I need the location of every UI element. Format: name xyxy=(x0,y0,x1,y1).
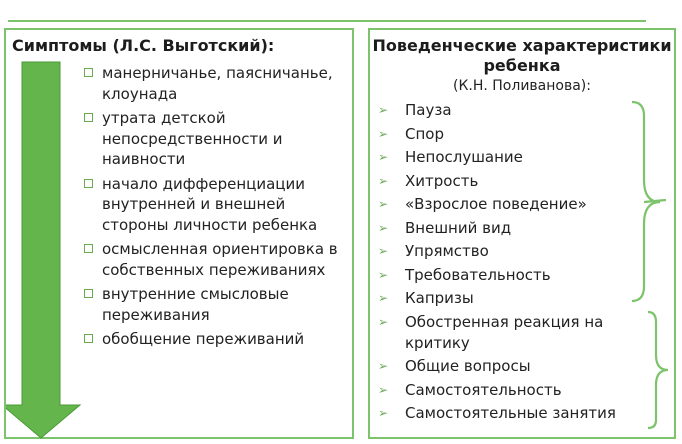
square-bullet-icon xyxy=(84,334,93,343)
behavior-text: Общие вопросы xyxy=(405,357,531,375)
symptom-item xyxy=(82,108,350,170)
square-bullet-icon xyxy=(84,244,93,253)
symptom-item xyxy=(82,63,350,104)
chevron-right-icon: ➢ xyxy=(378,126,389,141)
behavior-text: Спор xyxy=(405,124,444,143)
square-bullet-icon xyxy=(84,289,93,298)
chevron-right-icon: ➢ xyxy=(378,406,389,420)
behavior-text: Обостренная реакция на критику xyxy=(405,312,604,352)
brace-group xyxy=(370,30,674,437)
behavior-panel xyxy=(368,28,676,439)
symptom-item xyxy=(82,239,350,280)
brace-tick xyxy=(644,200,666,202)
behavior-text: Упрямство xyxy=(405,242,489,260)
chevron-right-icon: ➢ xyxy=(378,197,389,211)
square-bullet-icon xyxy=(84,68,93,77)
behavior-title: Поведенческие характеристики ребенка xyxy=(372,36,672,75)
chevron-right-icon: ➢ xyxy=(378,267,389,282)
symptom-item xyxy=(82,174,350,236)
symptoms-panel xyxy=(4,28,354,439)
chevron-right-icon: ➢ xyxy=(378,244,389,258)
symptom-text: манерничанье, паясничанье, клоунада xyxy=(102,64,333,103)
symptom-item xyxy=(82,329,350,350)
chevron-right-icon: ➢ xyxy=(378,103,389,117)
chevron-right-icon: ➢ xyxy=(378,291,389,305)
down-arrow-icon xyxy=(6,60,82,440)
symptoms-heading: Симптомы (Л.С. Выготский): xyxy=(12,36,275,55)
symptom-text: осмысленная ориентировка в собственных переживаниях xyxy=(102,240,338,279)
behavior-text: Требовательность xyxy=(405,265,551,284)
chevron-right-icon: ➢ xyxy=(378,359,389,373)
symptoms-list xyxy=(82,63,350,354)
behavior-text: Самостоятельные занятия xyxy=(405,404,616,422)
square-bullet-icon xyxy=(84,179,93,188)
chevron-right-icon: ➢ xyxy=(378,382,389,397)
chevron-right-icon: ➢ xyxy=(378,173,389,188)
symptom-text: начало дифференциации внутренней и внешней стороны личности ребенка xyxy=(102,174,318,234)
symptom-item xyxy=(82,284,350,325)
chevron-right-icon: ➢ xyxy=(378,314,389,329)
right-brace-icon xyxy=(648,312,668,428)
behavior-text: Самостоятельность xyxy=(405,380,562,399)
top-divider xyxy=(8,20,646,22)
behavior-text: Пауза xyxy=(405,101,452,119)
chevron-right-icon: ➢ xyxy=(378,150,389,164)
behavior-text: Внешний вид xyxy=(405,218,512,237)
behavior-text: «Взрослое поведение» xyxy=(405,195,587,213)
symptom-text: внутренние смысловые переживания xyxy=(102,285,289,324)
symptom-text: утрата детской непосредственности и наивности xyxy=(102,109,283,168)
behavior-subtitle: (К.Н. Поливанова): xyxy=(453,78,591,94)
behavior-text: Хитрость xyxy=(405,171,479,190)
square-bullet-icon xyxy=(84,113,93,122)
chevron-right-icon: ➢ xyxy=(378,220,389,235)
behavior-text: Капризы xyxy=(405,289,474,307)
behavior-text: Непослушание xyxy=(405,148,523,166)
symptom-text: обобщение переживаний xyxy=(102,330,305,348)
